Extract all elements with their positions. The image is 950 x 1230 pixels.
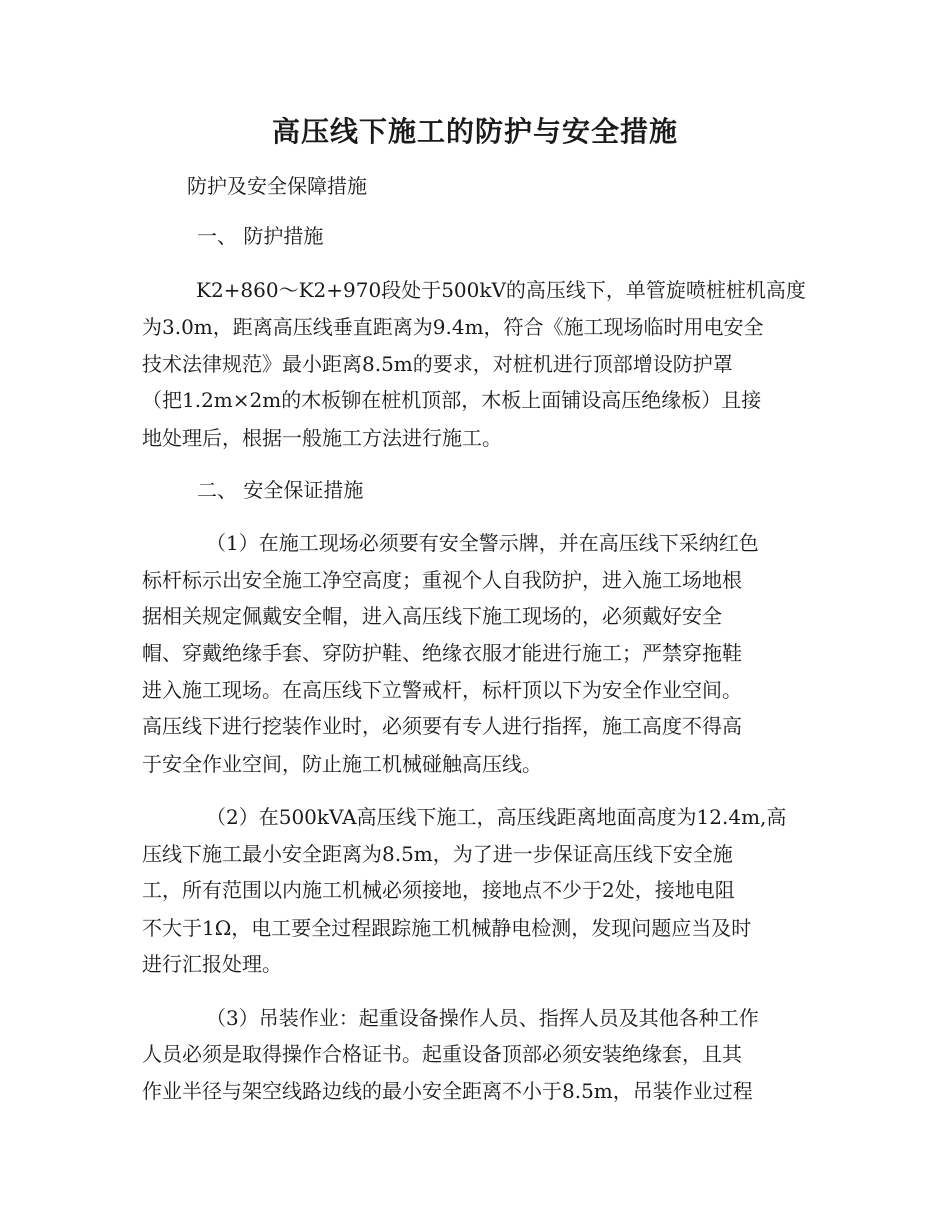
paragraph-line: 工，所有范围以内施工机械必须接地，接地点不少于2处，接地电阻 — [142, 878, 735, 902]
section-heading-safety: 二、 安全保证措施 — [197, 478, 364, 502]
paragraph-line: 压线下施工最小安全距离为8.5m，为了进一步保证高压线下安全施 — [142, 842, 733, 866]
paragraph-line: （1）在施工现场必须要有安全警示牌，并在高压线下采纳红色 — [206, 531, 759, 555]
paragraph-line: （3）吊装作业：起重设备操作人员、指挥人员及其他各种工作 — [206, 1006, 759, 1030]
paragraph-line: 进行汇报处理。 — [142, 952, 282, 976]
paragraph-line: （把1.2m×2m的木板铆在桩机顶部，木板上面铺设高压绝缘板）且接 — [142, 388, 762, 412]
paragraph-line: 不大于1Ω，电工要全过程跟踪施工机械静电检测，发现问题应当及时 — [142, 916, 752, 940]
paragraph-line: 地处理后，根据一般施工方法进行施工。 — [142, 426, 502, 450]
paragraph-line: 帽、穿戴绝缘手套、穿防护鞋、绝缘衣服才能进行施工；严禁穿拖鞋 — [142, 641, 742, 665]
section-heading-protection: 一、 防护措施 — [197, 224, 324, 248]
paragraph-line: 标杆标示出安全施工净空高度；重视个人自我防护，进入施工场地根 — [142, 568, 742, 592]
paragraph-line: 据相关规定佩戴安全帽，进入高压线下施工现场的，必须戴好安全 — [142, 604, 722, 628]
paragraph-line: 技术法律规范》最小距离8.5m的要求，对桩机进行顶部增设防护罩 — [142, 352, 733, 376]
paragraph-line: 高压线下进行挖装作业时，必须要有专人进行指挥，施工高度不得高 — [142, 714, 742, 738]
paragraph-line: （2）在500kVA高压线下施工，高压线距离地面高度为12.4m,高 — [206, 805, 787, 829]
paragraph-line: K2+860～K2+970段处于500kV的高压线下，单管旋喷桩桩机高度 — [196, 278, 806, 302]
document-subtitle: 防护及安全保障措施 — [187, 174, 367, 198]
paragraph-line: 人员必须是取得操作合格证书。起重设备顶部必须安装绝缘套，且其 — [142, 1042, 742, 1066]
paragraph-line: 于安全作业空间，防止施工机械碰触高压线。 — [142, 752, 542, 776]
document-title: 高压线下施工的防护与安全措施 — [271, 115, 678, 148]
paragraph-line: 为3.0m，距离高压线垂直距离为9.4m，符合《施工现场临时用电安全 — [142, 315, 764, 339]
paragraph-line: 作业半径与架空线路边线的最小安全距离不小于8.5m，吊装作业过程 — [142, 1079, 753, 1103]
paragraph-line: 进入施工现场。在高压线下立警戒杆，标杆顶以下为安全作业空间。 — [142, 678, 742, 702]
